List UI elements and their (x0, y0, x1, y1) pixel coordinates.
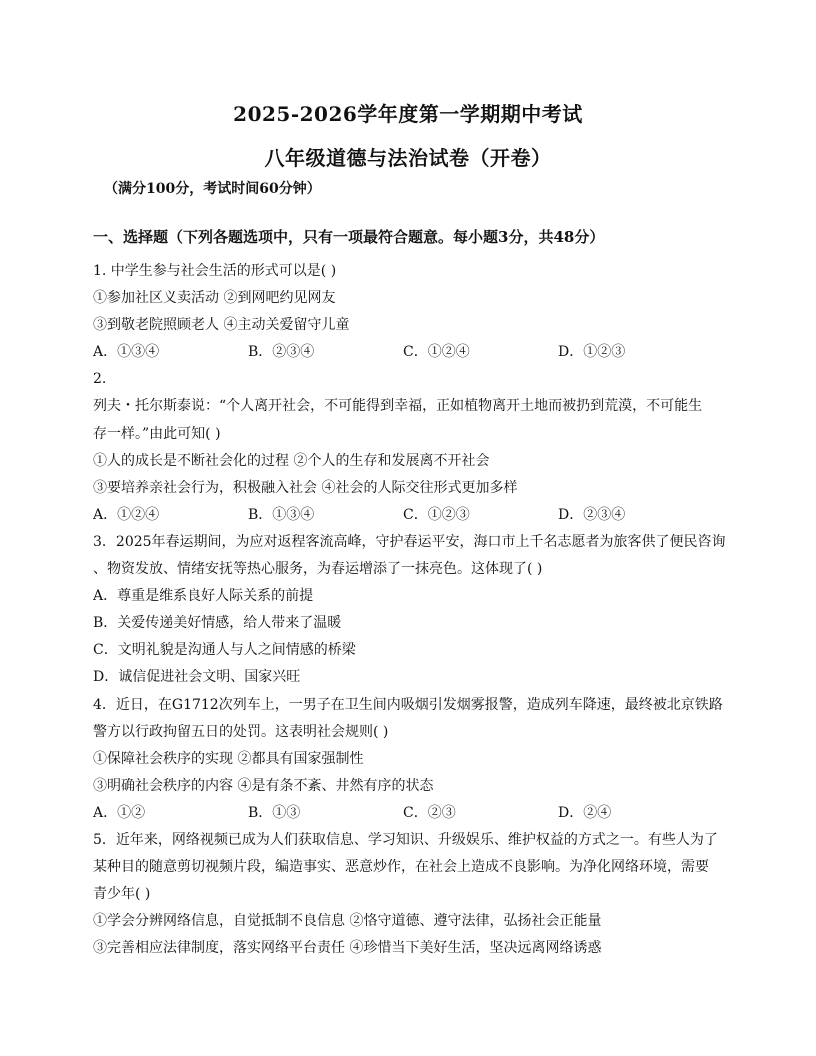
q2-option-a[interactable]: A．①②④ (93, 506, 160, 523)
q2-statement-1: ①人的成长是不断社会化的过程 ②个人的生存和发展离不开社会 (93, 452, 490, 469)
q1-option-d[interactable]: D．①②③ (558, 344, 626, 361)
q4-statement-2: ③明确社会秩序的内容 ④是有条不紊、井然有序的状态 (93, 777, 434, 794)
q2-stem-line-2: 存一样。”由此可知( ) (93, 425, 221, 442)
q3-option-a[interactable]: A．尊重是维系良好人际关系的前提 (93, 588, 314, 605)
exam-subtitle: 八年级道德与法治试卷（开卷） (264, 146, 552, 170)
q4-stem-line-1: 4．近日，在G1712次列车上，一男子在卫生间内吸烟引发烟雾报警，造成列车降速，最终被北京铁路 (93, 696, 723, 713)
q4-option-b[interactable]: B．①③ (248, 804, 301, 821)
q1-option-a[interactable]: A．①③④ (93, 344, 160, 361)
q4-option-a[interactable]: A．①② (93, 804, 146, 821)
score-time-note: （满分100分，考试时间60分钟） (104, 181, 321, 197)
exam-title: 2025-2026学年度第一学期期中考试 (233, 102, 583, 126)
question-list (93, 258, 733, 962)
q5-stem-line-1: 5．近年来，网络视频已成为人们获取信息、学习知识、升级娱乐、维护权益的方式之一。有些人为了 (93, 831, 718, 848)
q2-option-d[interactable]: D．②③④ (558, 506, 626, 523)
q2-statement-2: ③要培养亲社会行为，积极融入社会 ④社会的人际交往形式更加多样 (93, 479, 518, 496)
q3-stem-line-2: 、物资发放、情绪安抚等热心服务，为春运增添了一抹亮色。这体现了( ) (93, 561, 543, 578)
section-heading: 一、选择题（下列各题选项中，只有一项最符合题意。每小题3分，共48分） (93, 228, 605, 246)
q3-option-d[interactable]: D．诚信促进社会文明、国家兴旺 (93, 669, 301, 686)
q5-stem-line-2: 某种目的随意剪切视频片段，编造事实、恶意炒作，在社会上造成不良影响。为净化网络环境，需要 (93, 859, 709, 876)
q2-option-c[interactable]: C．①②③ (403, 506, 470, 523)
q1-statement-1: ①参加社区义卖活动 ②到网吧约见网友 (93, 290, 336, 307)
q1-statement-2: ③到敬老院照顾老人 ④主动关爱留守儿童 (93, 317, 350, 334)
q5-stem-line-3: 青少年( ) (93, 886, 151, 903)
q2-number: 2. (93, 371, 107, 388)
q4-options (93, 800, 733, 827)
q5-statement-1: ①学会分辨网络信息，自觉抵制不良信息 ②恪守道德、遵守法律，弘扬社会正能量 (93, 913, 602, 930)
q1-options (93, 339, 733, 366)
q3-stem-line-1: 3．2025年春运期间，为应对返程客流高峰，守护春运平安，海口市上千名志愿者为旅客供了便民咨询 (93, 533, 726, 550)
q4-statement-1: ①保障社会秩序的实现 ②都具有国家强制性 (93, 750, 364, 767)
q2-stem-line-1: 列夫・托尔斯泰说：“个人离开社会，不可能得到幸福，正如植物离开土地而被扔到荒漠，不可能生 (93, 398, 703, 415)
q4-stem-line-2: 警方以行政拘留五日的处罚。这表明社会规则( ) (93, 723, 389, 740)
q2-option-b[interactable]: B．①③④ (248, 506, 315, 523)
q5-statement-2: ③完善相应法律制度，落实网络平台责任 ④珍惜当下美好生活，坚决远离网络诱惑 (93, 940, 602, 957)
q1-stem: 1. 中学生参与社会生活的形式可以是( ) (93, 263, 337, 279)
q4-option-d[interactable]: D．②④ (558, 804, 612, 821)
q2-options (93, 502, 733, 529)
q1-option-b[interactable]: B．②③④ (248, 344, 315, 361)
q1-option-c[interactable]: C．①②④ (403, 344, 470, 361)
q3-option-b[interactable]: B．关爱传递美好情感，给人带来了温暖 (93, 615, 342, 632)
q3-option-c[interactable]: C．文明礼貌是沟通人与人之间情感的桥梁 (93, 642, 356, 659)
q4-option-c[interactable]: C．②③ (403, 804, 456, 821)
